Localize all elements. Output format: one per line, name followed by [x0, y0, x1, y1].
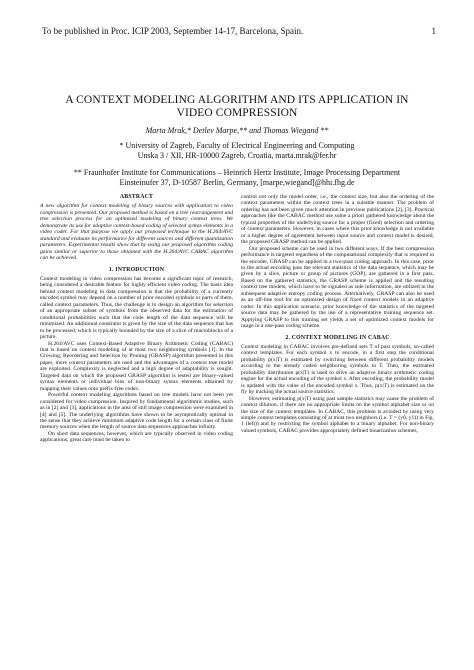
paragraph: Context modeling in video compression has become a significant topic of research, being considered a desirable feature for highly efficient video coding. The basic idea behind context modeling in data compression is that the probability of a currently encoded symbol may depend on a number of prior encoded symbols or parts of them, called context parameters. Thus, the challenge is to design an algorithm for selection of an appropriate subset of symbols from the observed data for the estimation of conditional probabilities such that the code length of the data sequence will be minimized. An additional constraint is given by the size of the data sequence that has to be processed, which is typically bounded by the size of a slice of macroblocks of a picture. — [40, 275, 233, 341]
affiliation-line: Unska 3 / XII, HR-10000 Zagreb, Croatia, marta.mrak@fer.hr — [137, 150, 337, 160]
paragraph: Powerful context modeling algorithms based on tree models have not been yet considered for video compression. Inspired by fundamental algorithmic studies, such as in [2] and [3], applications in the area of still image compression were examined in [4] and [5]. The underlying algorithms have shown to be asymptotically optimal in the sense that they achieve minimum adaptive code length for a certain class of finite memory sources when the length of source data sequences approaches infinity. — [40, 392, 233, 431]
author-list: Marta Mrak,* Detlev Marpe,** and Thomas Wiegand ** — [145, 126, 329, 135]
paragraph: Context modeling in CABAC involves pre-defined sets T of past symbols, so-called context templates. For each symbol x to encode, in a first step the conditional probability p(x|T) is estimated by switching between different probability models according to the already coded neighboring symbols in T. Then, the estimated probability distribution p(x|T) is used to drive an adaptive binary arithmetic coding engine for the actual encoding of the symbol x. After encoding, the probability model is updated with the value of the encoded symbol x. Thus, p(x|T) is estimated on the fly by tracking the actual source statistics. — [241, 343, 434, 396]
section-2-heading: 2. CONTEXT MODELING IN CABAC — [285, 334, 390, 341]
affiliation-line: ** Fraunhofer Institute for Communications – Heinrich Hertz Institute, Image Processing Department — [73, 168, 401, 177]
paragraph: Our proposed scheme can be used in two different ways. If the best compression performance is targeted regardless of the computational complexity that is required in the encoder, GRASP can be applied in a two-pass coding approach. In this case, prior to the actual encoding pass the relevant statistics of the data sequence, which may be given by a slice, picture or group of pictures (GOP), are gathered in a first pass. Based on the gathered statistics, the GRASP scheme is applied and the resulting context tree models, which have to be signaled as side information, are utilized in the subsequent adaptive entropy coding process. Alternatively, GRASP can also be used as an off-line tool for an optimized design of fixed context models in an adaptive coder. In this application scenario, prior knowledge of the statistics of the targeted source data may be gathered by the use of a representative training sequence set. Applying GRASP to this training set yields a set of optimized context models for usage in a one-pass coding scheme. — [241, 245, 434, 330]
paragraph: On short data sequences, however, which are typically observed in video coding applications, great care must be taken to — [40, 430, 233, 444]
paragraph: However, estimating p(x|T) using past sample statistics may cause the problem of context dilution, if there are no appropriate limits on the symbol alphabet size or on the size of the context templates. In CABAC, this problem is avoided by using very simple context templates consisting of at most two neighbors (i.e. T = (y0, y1)) in Fig. 1 (left)) and by restricting the symbol alphabet to a binary alphabet. For non-binary valued symbols, CABAC provides appropriately defined binarization schemes, — [241, 395, 434, 434]
right-column — [241, 194, 434, 434]
paper-title — [40, 94, 434, 120]
title-line-2: VIDEO COMPRESSION — [176, 107, 298, 119]
title-line-1: A CONTEXT MODELING ALGORITHM AND ITS APPLICATION IN — [65, 94, 409, 106]
page-number: 1 — [431, 26, 436, 36]
affiliation-fraunhofer — [30, 168, 444, 187]
affiliation-line: * University of Zagreb, Faculty of Electrical Engineering and Computing — [119, 141, 355, 150]
affiliation-zagreb — [30, 141, 444, 160]
abstract-heading: ABSTRACT — [119, 194, 154, 200]
publication-note: To be published in Proc. ICIP 2003, September 14-17, Barcelona, Spain. — [42, 26, 304, 36]
paragraph: control not only the model order, i.e., the context size, but also the ordering of the context parameters within the context trees in a suitable manner. The problem of ordering has not been given much attention in previous publications [2], [3]. Practical approaches like the CABAC method use some a priori gathered knowledge about the typical properties of the underlying source for a proper (fixed) selection and ordering of context parameters. However, in cases where this prior knowledge is not available or a higher degree of agreement between input source and context model is desired, the proposed GRASP method can be applied. — [241, 194, 434, 246]
running-header — [42, 26, 436, 38]
affiliation-line: Einsteinufer 37, D-10587 Berlin, Germany, [marpe,wiegand]@hhi.fhg.de — [119, 177, 355, 187]
introduction-heading: 1. INTRODUCTION — [108, 266, 165, 273]
paragraph: H.264/AVC uses Context-Based Adaptive Binary Arithmetic Coding (CABAC) that is based on context modeling of at most two neighboring symbols [1]. In the Growing, Reordering and Selection by Pruning (GRASP) algorithm presented in this paper, more context parameters are used and the advantages of a context tree model are exploited. Complexity is neglected and a high degree of adaptability is sought. Targeted data on which the proposed GRASP algorithm is tested are binary-valued syntax elements or individual bins of non-binary syntax elements obtained by mapping their values onto prefix-free codes. — [40, 340, 233, 392]
abstract-text: A new algorithm for context modeling of binary sources with application to video compression is presented. Our proposed method is based on a tree rearrangement and tree selection process for an optimized modeling of binary context trees. We demonstrate its use for adaptive context-based coding of selected syntax elements in a video coder. For that purpose we apply our proposed technique to the H.264/AVC standard and evaluate its performance for different sources and different quantization parameters. Experimental results show that by using our proposed algorithm coding gains similar or superior to those obtained with the H.264/AVC CABAC algorithm can be achieved. — [40, 203, 234, 262]
left-column — [40, 194, 233, 444]
